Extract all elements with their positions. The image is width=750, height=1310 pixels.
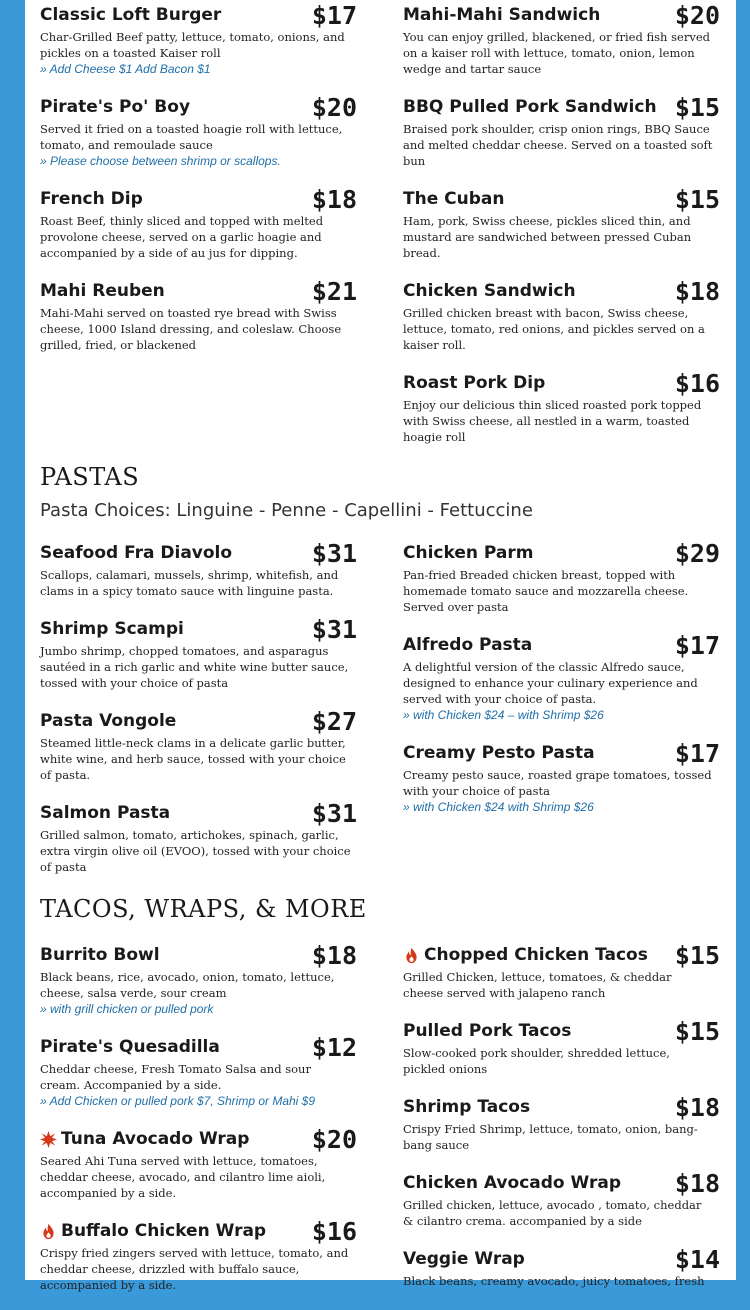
item-description: Pan-fried Breaded chicken breast, topped with homemade tomato sauce and mozzarella cheese. Served over pasta — [403, 568, 689, 614]
item-name: The Cuban — [403, 189, 505, 209]
item-price: $12 — [311, 1032, 357, 1062]
menu-item — [403, 370, 720, 445]
item-price: $18 — [674, 1168, 720, 1198]
item-price: $16 — [311, 1216, 357, 1246]
menu-item — [403, 2, 720, 77]
item-price: $16 — [674, 368, 720, 398]
item-description: Scallops, calamari, mussels, shrimp, whitefish, and clams in a spicy tomato sauce with linguine pasta. — [40, 568, 339, 598]
item-name: Veggie Wrap — [403, 1249, 525, 1269]
menu-item — [40, 2, 357, 77]
item-description: Roast Beef, thinly sliced and topped with melted provolone cheese, served on a garlic hoagie and accompanied by a side of au jus for dipping. — [40, 214, 324, 260]
item-name: French Dip — [40, 189, 143, 209]
item-name: Alfredo Pasta — [403, 635, 533, 655]
item-note: » Add Chicken or pulled pork $7, Shrimp or Mahi $9 — [40, 1094, 316, 1108]
item-price: $14 — [674, 1244, 720, 1274]
item-price: $31 — [311, 538, 357, 568]
menu-item — [40, 616, 357, 691]
pastas-right-column — [403, 540, 720, 892]
menu-item — [40, 186, 357, 261]
item-name: Pirate's Po' Boy — [40, 97, 191, 117]
item-note: » Add Cheese $1 Add Bacon $1 — [40, 62, 211, 76]
sandwiches-section — [40, 2, 720, 462]
tacos-heading: TACOS, WRAPS, & MORE — [40, 895, 367, 923]
item-description: A delightful version of the classic Alfredo sauce, designed to enhance your culinary experience and served with your choice of pasta. — [403, 660, 698, 706]
spicy-burst-icon — [40, 1131, 57, 1148]
item-price: $21 — [311, 276, 357, 306]
item-price: $17 — [674, 630, 720, 660]
item-price: $31 — [311, 614, 357, 644]
item-name: Buffalo Chicken Wrap — [61, 1221, 267, 1241]
menu-item — [403, 1018, 720, 1077]
pasta-choices-subtitle: Pasta Choices: Linguine - Penne - Capellini - Fettuccine — [40, 500, 533, 521]
menu-item — [40, 942, 357, 1017]
sandwiches-left-column — [40, 2, 357, 462]
item-price: $18 — [311, 940, 357, 970]
item-price: $15 — [674, 92, 720, 122]
item-note: » Please choose between shrimp or scallops. — [40, 154, 281, 168]
item-name-wrapper — [40, 1129, 249, 1149]
menu-item — [40, 1218, 357, 1293]
menu-item — [403, 632, 720, 723]
menu-item — [40, 708, 357, 783]
item-name: Roast Pork Dip — [403, 373, 546, 393]
item-description: Slow-cooked pork shoulder, shredded lettuce, pickled onions — [403, 1046, 670, 1076]
item-description: Creamy pesto sauce, roasted grape tomatoes, tossed with your choice of pasta — [403, 768, 712, 798]
menu-item — [40, 540, 357, 599]
menu-item — [403, 1170, 720, 1229]
menu-item — [403, 540, 720, 615]
item-name: Chicken Avocado Wrap — [403, 1173, 621, 1193]
item-price: $17 — [311, 0, 357, 30]
item-note: » with Chicken $24 – with Shrimp $26 — [403, 708, 604, 722]
pastas-left-column — [40, 540, 357, 892]
item-name: Mahi Reuben — [40, 281, 165, 301]
item-price: $20 — [311, 92, 357, 122]
menu-item — [403, 1094, 720, 1153]
item-description: Served it fried on a toasted hoagie roll with lettuce, tomato, and remoulade sauce — [40, 122, 343, 152]
item-name: BBQ Pulled Pork Sandwich — [403, 97, 657, 117]
pastas-section — [40, 540, 720, 892]
item-name: Seafood Fra Diavolo — [40, 543, 233, 563]
menu-item — [403, 740, 720, 815]
item-name: Chicken Parm — [403, 543, 534, 563]
menu-item — [403, 94, 720, 169]
menu-item — [40, 800, 357, 875]
item-name: Shrimp Tacos — [403, 1097, 531, 1117]
item-price: $15 — [674, 184, 720, 214]
menu-item — [403, 942, 720, 1001]
item-description: Cheddar cheese, Fresh Tomato Salsa and sour cream. Accompanied by a side. — [40, 1062, 311, 1092]
tacos-right-column — [403, 942, 720, 1310]
pastas-heading: PASTAS — [40, 463, 140, 491]
item-name-wrapper — [40, 1221, 266, 1241]
item-description: Seared Ahi Tuna served with lettuce, tomatoes, cheddar cheese, avocado, and cilantro lime aioli, accompanied by a side. — [40, 1154, 326, 1200]
flame-icon — [40, 1223, 57, 1240]
item-description: Braised pork shoulder, crisp onion rings, BBQ Sauce and melted cheddar cheese. Served on a toasted soft bun — [403, 122, 713, 168]
menu-item — [403, 278, 720, 353]
item-description: Char-Grilled Beef patty, lettuce, tomato, onions, and pickles on a toasted Kaiser roll — [40, 30, 345, 60]
item-description: Crispy Fried Shrimp, lettuce, tomato, onion, bang-bang sauce — [403, 1122, 698, 1152]
item-description: Steamed little-neck clams in a delicate garlic butter, white wine, and herb sauce, tossed with your choice of pasta. — [40, 736, 346, 782]
item-description: Mahi-Mahi served on toasted rye bread with Swiss cheese, 1000 Island dressing, and coleslaw. Choose grilled, fried, or blackened — [40, 306, 342, 352]
item-name: Salmon Pasta — [40, 803, 171, 823]
menu-item — [403, 1246, 720, 1289]
item-name: Mahi-Mahi Sandwich — [403, 5, 601, 25]
item-name: Burrito Bowl — [40, 945, 160, 965]
item-name: Shrimp Scampi — [40, 619, 184, 639]
menu-item — [40, 1034, 357, 1109]
item-description: Crispy fried zingers served with lettuce, tomato, and cheddar cheese, drizzled with buffalo sauce, accompanied by a side. — [40, 1246, 349, 1292]
item-description: Grilled salmon, tomato, artichokes, spinach, garlic, extra virgin olive oil (EVOO), tossed with your choice of pasta — [40, 828, 351, 874]
menu-item — [40, 94, 357, 169]
item-price: $15 — [674, 940, 720, 970]
menu-item — [403, 186, 720, 261]
item-description: Ham, pork, Swiss cheese, pickles sliced thin, and mustard are sandwiched between pressed Cuban bread. — [403, 214, 692, 260]
item-description: Jumbo shrimp, chopped tomatoes, and asparagus sautéed in a rich garlic and white wine butter sauce, tossed with your choice of pasta — [40, 644, 349, 690]
item-description: Black beans, rice, avocado, onion, tomato, lettuce, cheese, salsa verde, sour cream — [40, 970, 335, 1000]
menu-item — [40, 1126, 357, 1201]
item-description: Grilled Chicken, lettuce, tomatoes, & cheddar cheese served with jalapeno ranch — [403, 970, 672, 1000]
item-note: » with grill chicken or pulled pork — [40, 1002, 214, 1016]
item-price: $18 — [674, 276, 720, 306]
item-name: Chicken Sandwich — [403, 281, 576, 301]
item-price: $31 — [311, 798, 357, 828]
item-description: Grilled chicken, lettuce, avocado , tomato, cheddar & cilantro crema. accompanied by a side — [403, 1198, 702, 1228]
item-price: $27 — [311, 706, 357, 736]
flame-icon — [403, 947, 420, 964]
item-name: Chopped Chicken Tacos — [424, 945, 648, 965]
item-note: » with Chicken $24 with Shrimp $26 — [403, 800, 594, 814]
menu-item — [40, 278, 357, 353]
item-name: Creamy Pesto Pasta — [403, 743, 595, 763]
item-price: $17 — [674, 738, 720, 768]
item-name: Classic Loft Burger — [40, 5, 222, 25]
item-price: $18 — [311, 184, 357, 214]
item-description: Grilled chicken breast with bacon, Swiss cheese, lettuce, tomato, red onions, and pickles served on a kaiser roll. — [403, 306, 705, 352]
item-name-wrapper — [403, 945, 648, 965]
item-price: $20 — [311, 1124, 357, 1154]
item-price: $20 — [674, 0, 720, 30]
item-price: $29 — [674, 538, 720, 568]
item-price: $18 — [674, 1092, 720, 1122]
item-price: $15 — [674, 1016, 720, 1046]
sandwiches-right-column — [403, 2, 720, 462]
item-name: Pasta Vongole — [40, 711, 177, 731]
menu-page — [25, 0, 736, 1292]
item-name: Pulled Pork Tacos — [403, 1021, 572, 1041]
item-description: You can enjoy grilled, blackened, or fried fish served on a kaiser roll with lettuce, tomato, onion, lemon wedge and tartar sauce — [403, 30, 710, 76]
tacos-section — [40, 942, 720, 1310]
item-name: Pirate's Quesadilla — [40, 1037, 220, 1057]
item-name: Tuna Avocado Wrap — [61, 1129, 250, 1149]
item-description: Black beans, creamy avocado, juicy tomatoes, fresh — [403, 1274, 705, 1288]
item-description: Enjoy our delicious thin sliced roasted pork topped with Swiss cheese, all nestled in a warm, toasted hoagie roll — [403, 398, 702, 444]
tacos-left-column — [40, 942, 357, 1310]
